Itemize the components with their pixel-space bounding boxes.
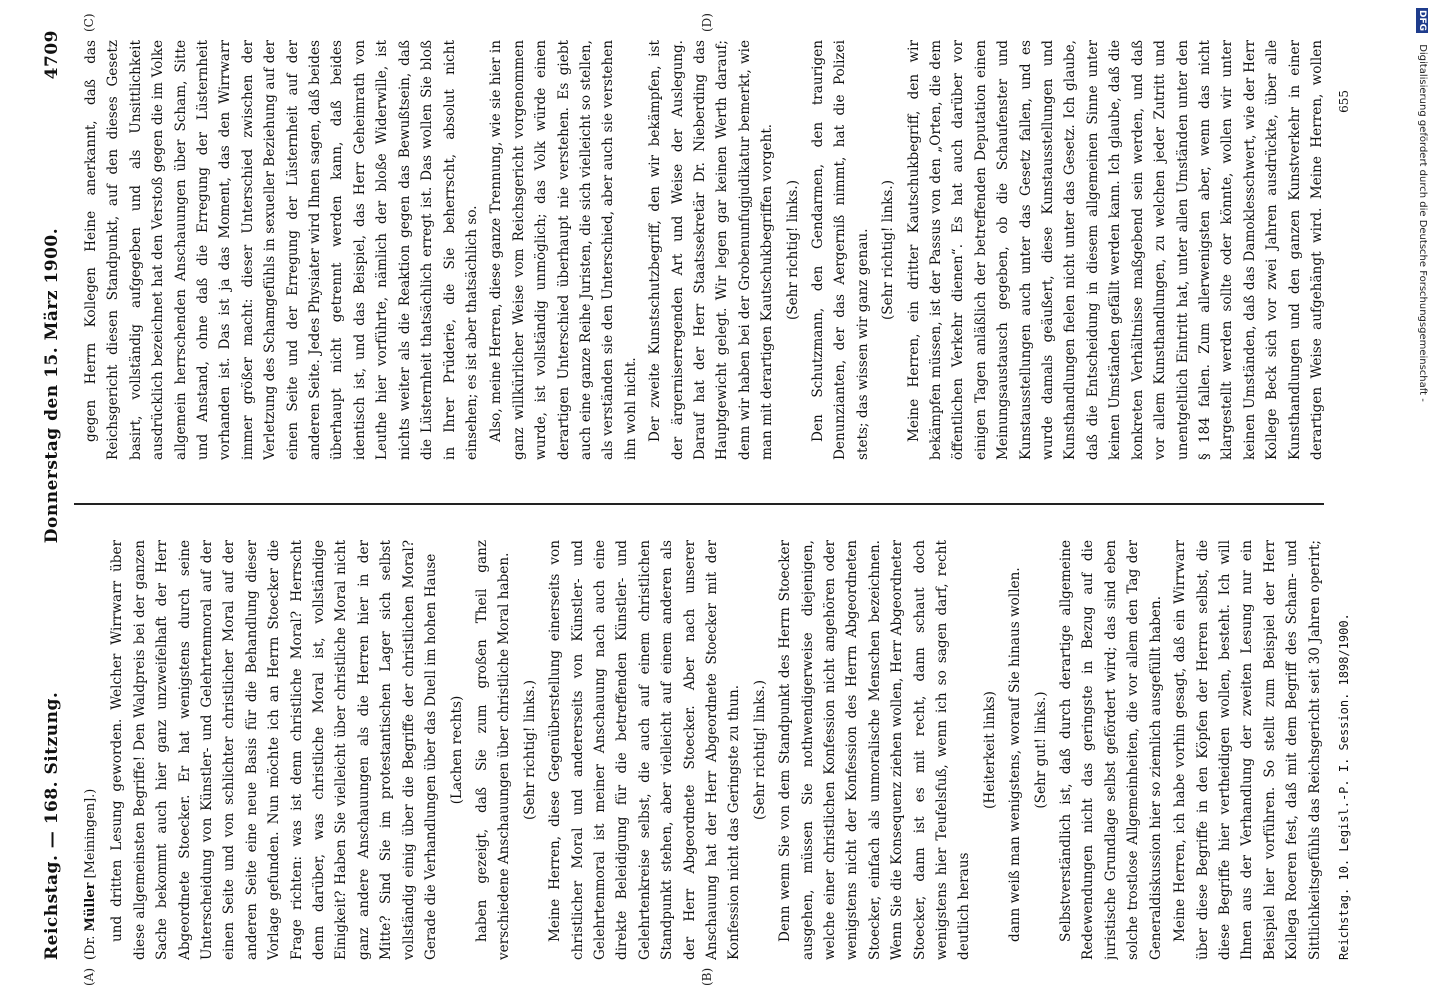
right-remark-2: (Sehr richtig! links.) xyxy=(880,179,897,321)
left-paragraph-2: haben gezeigt, daß Sie zum großen Theil ganz verschiedene Anschauungen über christliche Moral haben. xyxy=(473,540,513,960)
margin-mark-c: (C) xyxy=(82,13,96,32)
margin-mark-d: (D) xyxy=(700,13,714,32)
right-paragraph-3: Der zweite Kunstschutzbegriff, den wir bekämpfen, ist der ärgerniserregenden Art und Weise der Auslegung. Darauf hat der Herr Staatssekretär Dr. Nieberding das Hauptgewicht gelegt. Wir legen gar keinen Werth darauf; denn wir haben bei der Grobenunfugjudikatur bemerkt, wie man mit derartigen Kautschukbegriffen vorgeht. xyxy=(647,40,776,460)
left-remark-5: (Sehr gut! links.) xyxy=(1032,691,1049,809)
footer-legislature: Reichstag. 10. Legisl.-P. I. Session. 1898/1900. xyxy=(1337,613,1351,960)
left-paragraph-1: und dritten Lesung geworden. Welcher Wirrwarr über diese allgemeinsten Begriffe! Den Waldpreis bei der ganzen Sache bekommt auch hier ganz unzweifelhaft der Herr Abgeordnete Stoecker. Er hat wenigstens durch seine Unterscheidung von Künstler- und Gelehrtenmoral auf der einen Seite und von schlichter christlicher Moral auf der anderen Seite eine neue Basis für die Behandlung dieser Vorlage gefunden. Nun möchte ich an Herrn Stoecker die Frage richten: was ist denn christliche Moral? Herrscht denn darüber, was christliche Moral ist, vollständige Einigkeit? Haben Sie vielleicht über christliche Moral nicht ganz andere Anschauungen als die Herren hier in der Mitte? Sind Sie im protestantischen Lager sich selbst vollständig einig über die Begriffe der christlichen Moral? Gerade die Verhandlungen über das Duell im hohen Hause xyxy=(109,540,440,960)
header-date: Donnerstag den 15. März 1900. xyxy=(42,227,62,544)
right-remark-1: (Sehr richtig! links.) xyxy=(784,179,801,321)
left-remark-1: (Lachen rechts) xyxy=(448,695,465,805)
dfg-badge: DFG xyxy=(1417,10,1427,32)
speaker-line xyxy=(80,540,102,960)
header-page-number: 4709 xyxy=(42,30,62,80)
margin-mark-a: (A) xyxy=(82,967,96,986)
speaker-place: [Meiningen].) xyxy=(83,788,98,879)
right-column xyxy=(80,40,1325,460)
header-session: Reichstag. — 168. Sitzung. xyxy=(42,691,62,960)
dfg-credit xyxy=(1414,8,1428,728)
column-divider xyxy=(74,503,1324,505)
left-remark-3: (Sehr richtig! links.) xyxy=(751,679,768,821)
left-paragraph-3: Meine Herren, diese Gegenüberstellung einerseits von christlicher Moral und andererseits von Künstler- und Gelehrtenmoral ist meiner Anschauung nach auch eine direkte Beleidigung für die betreffenden Künstler- und Gelehrtenkreise selbst, die auch auf einem christlichen Standpunkt stehen, aber vielleicht auf einem anderen als der Herr Abgeordnete Stoecker. Aber nach unserer Anschauung hat der Herr Abgeordnete Stoecker mit der Konfession nicht das Geringste zu thun. xyxy=(547,540,743,960)
right-paragraph-1: gegen Herrn Kollegen Heine anerkannt, daß das Reichsgericht diesen Standpunkt, auf den dieses Gesetz basirt, vollständig aufgegeben und als Unsittlichkeit ausdrücklich bezeichnet hat den Verstoß gegen die im Volke allgemein herrschenden Anschauungen über Scham, Sitte und Anstand, ohne daß die Erregung der Lüsternheit vorhanden ist. Das ist ja das Moment, das den Wirrwarr immer größer macht: dieser Unterschied zwischen der Verletzung des Schamgefühls in sexueller Beziehung auf der einen Seite und der Erregung der Lüsternheit auf der anderen Seite. Jedes Physiater wird Ihnen sagen, daß beides überhaupt nicht getrennt werden kann, daß beides identisch ist, und das Beispiel, das Herr Geheimrath von Leuthe hier vorführte, nämlich der bloße Widerwille, ist nichts weiter als die Reaktion gegen das Bewußtsein, daß die Lüsternheit thatsächlich erregt ist. Das wollen Sie bloß in Ihrer Prüderie, die Sie beherrscht, absolut nicht einsehen; es ist aber thatsächlich so. xyxy=(83,40,480,460)
scanned-page xyxy=(10,0,1365,1000)
dfg-credit-text: Digitalisierung gefördert durch die Deutsche Forschungsgemeinschaft - xyxy=(1417,44,1428,402)
left-remark-2: (Sehr richtig! links.) xyxy=(521,679,538,821)
left-paragraph-4: Denn wenn Sie von dem Standpunkt des Herrn Stoecker ausgehen, müssen Sie nothwendigerweise diejenigen, welche einer christlichen Konfession nicht angehören oder wenigstens nicht der Konfession des Herrn Abgeordneten Stoecker, einfach als unmoralische Menschen bezeichnen. Wenn Sie die Konsequenz ziehen wollen, Herr Abgeordneter Stoecker, dann ist es mit recht, dann schaut doch wenigstens hier Teufelsfuß, wenn ich so sagen darf, recht deutlich heraus xyxy=(777,540,973,960)
left-paragraph-5: dann weiß man wenigstens, worauf Sie hinaus wollen. xyxy=(1007,567,1024,942)
page-header xyxy=(38,30,66,960)
left-paragraph-6: Selbstverständlich ist, daß durch derartige allgemeine Redewendungen nicht das geringste in Bezug auf die juristische Grundlage selbst gefördert wird; das sind eben solche trostlose Allgemeinheiten, die vor allem den Tag der Generaldiskussion hier so ziemlich ausgefüllt haben. xyxy=(1058,540,1164,960)
footer-signature: 655 xyxy=(1337,90,1351,113)
right-paragraph-5: Meine Herren, ein dritter Kautschukbegriff, den wir bekämpfen müssen, ist der Passus von den „Orten, die dem öffentlichen Verkehr dienen“. Es hat auch darüber vor einigen Tagen anläßlich der betreffenden Deputation einen Meinungsaustausch gegeben, ob die Schaufenster und Kunstausstellungen auch unter das Gesetz fallen, und es wurde damals geäußert, diese Kunstausstellungen und Kunsthandlungen fielen nicht unter das Gesetz. Ich glaube, daß die Entscheidung in diesem allgemeinen Sinne unter keinen Umständen gefällt werden kann. Ich glaube, daß die konkreten Verhältnisse maßgebend sein werden, und daß vor allem Kunsthandlungen, zu welchen jeder Zutritt und unentgeltlich Eintritt hat, unter allen Umständen unter den § 184 fallen. Zum allerwenigsten aber, wenn das nicht klargestellt werden sollte oder könnte, wollen wir unter keinen Umständen, daß das Damoklesschwert, wie der Herr Kollege Beck sich vor zwei Jahren ausdrückte, über alle Kunsthandlungen und den ganzen Kunstverkehr in einer derartigen Weise aufgehängt wird. Meine Herren, wollen xyxy=(905,40,1325,460)
left-column xyxy=(80,540,1325,960)
margin-mark-b: (B) xyxy=(700,967,714,986)
right-paragraph-4: Den Schutzmann, den Gendarmen, den traurigen Denunzianten, der das Aergerniß nimmt, hat die Polizei stets; das wissen wir ganz genau. xyxy=(810,40,871,460)
speaker-prefix: (Dr. xyxy=(83,935,98,960)
left-paragraph-7: Meine Herren, ich habe vorhin gesagt, daß ein Wirrwarr über diese Begriffe in den Köpfen der Herren selbst, die diese Begriffe hier vertheidigen wollen, besteht. Ich will Ihnen aus der Verhandlung der zweiten Lesung nur ein Beispiel hier vorführen. So stellt zum Beispiel der Herr Kollega Roeren fest, daß mit dem Begriff des Scham- und Sittlichkeitsgefühls das Reichsgericht seit 30 Jahren operirt; xyxy=(1172,540,1323,960)
right-paragraph-2: Also, meine Herren, diese ganze Trennung, wie sie hier in ganz willkürlicher Weise vom Reichsgericht vorgenommen wurde, ist vollständig unmöglich; das Volk würde einen derartigen Unterschied überhaupt nie verstehen. Es giebt auch eine ganze Reihe Juristen, die sich vielleicht so stellen, als verständen sie den Unterschied, aber auch sie verstehen ihn wohl nicht. xyxy=(488,40,639,460)
speaker-name: Müller xyxy=(83,882,98,932)
left-remark-4: (Heiterkeit links) xyxy=(981,691,998,809)
